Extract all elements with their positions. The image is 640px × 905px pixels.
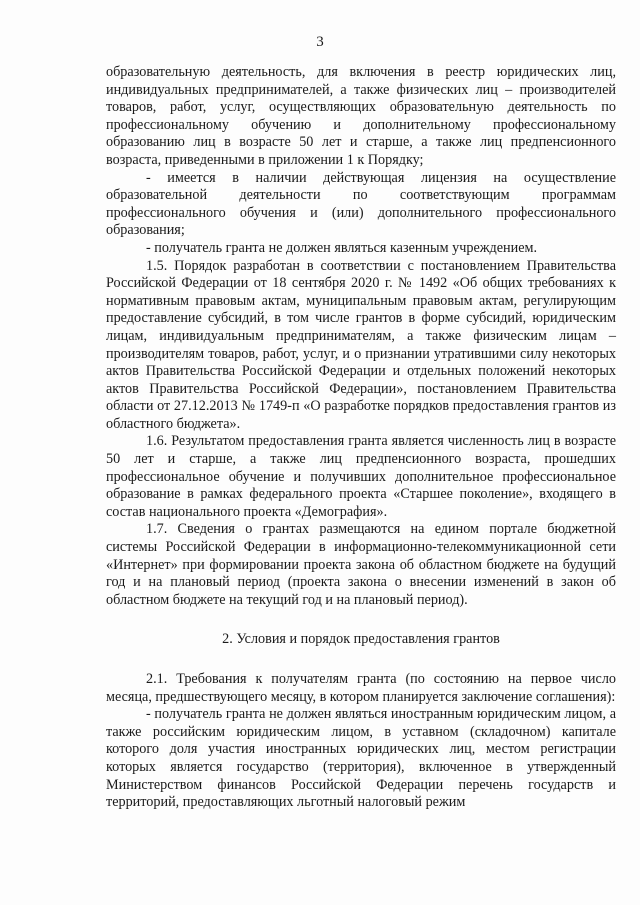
document-body (106, 64, 616, 812)
paragraph-1-6: 1.6. Результатом предоставления гранта является численность лиц в возрасте 50 лет и старше, а также лиц предпенсионного возраста, прошедших профессиональное обучение и получивших дополнительное профессиональное образование в рамках федерального проекта «Старшее поколение», входящего в состав национального проекта «Демография». (106, 433, 616, 520)
paragraph-2-1: 2.1. Требования к получателям гранта (по состоянию на первое число месяца, предшествующего месяцу, в котором планируется заключение соглашения): (106, 671, 616, 705)
paragraph-license-requirement: - имеется в наличии действующая лицензия на осуществление образовательной деятельности по соответствующим программам профессионального обучения и (или) дополнительного профессионального образования; (106, 169, 616, 239)
paragraph-continuation: образовательную деятельность, для включения в реестр юридических лиц, индивидуальных предпринимателей, а также физических лиц – производителей товаров, работ, услуг, осуществляющих образовательную деятельность по профессиональному обучению и дополнительному профессиональному образованию лиц в возрасте 50 лет и старше, а также лиц предпенсионного возраста, приведенными в приложении 1 к Порядку; (106, 64, 616, 168)
paragraph-1-7: 1.7. Сведения о грантах размещаются на едином портале бюджетной системы Российской Федерации в информационно-телекоммуникационной сети «Интернет» при формировании проекта закона об областном бюджете на будущий год и на плановый период (проекта закона о внесении изменений в закон об областном бюджете на текущий год и на плановый период). (106, 521, 616, 608)
paragraph-1-5: 1.5. Порядок разработан в соответствии с постановлением Правительства Российской Федерации от 18 сентября 2020 г. № 1492 «Об общих требованиях к нормативным правовым актам, муниципальным правовым актам, регулирующим предоставление субсидий, в том числе грантов в форме субсидий, юридическим лицам, индивидуальным предпринимателям, а также физическим лицам – производителям товаров, работ, услуг, и о признании утратившими силу некоторых актов Правительства Российской Федерации и отдельных положений некоторых актов Правительства Российской Федерации», постановлением Правительства области от 27.12.2013 № 1749-п «О разработке порядков предоставления грантов из областного бюджета». (106, 257, 616, 432)
page-number: 3 (316, 34, 324, 50)
paragraph-not-state-institution: - получатель гранта не должен являться казенным учреждением. (146, 239, 538, 256)
paragraph-foreign-entity-requirement: - получатель гранта не должен являться иностранным юридическим лицом, а также российским юридическим лицом, в уставном (складочном) капитале которого доля участия иностранных юридических лиц, местом регистрации которых является государство (территория), включенное в утвержденный Министерством финансов Российской Федерации перечень государств и территорий, предоставляющих льготный налоговый режим (106, 706, 616, 811)
section-heading-2: 2. Условия и порядок предоставления грантов (222, 631, 500, 648)
